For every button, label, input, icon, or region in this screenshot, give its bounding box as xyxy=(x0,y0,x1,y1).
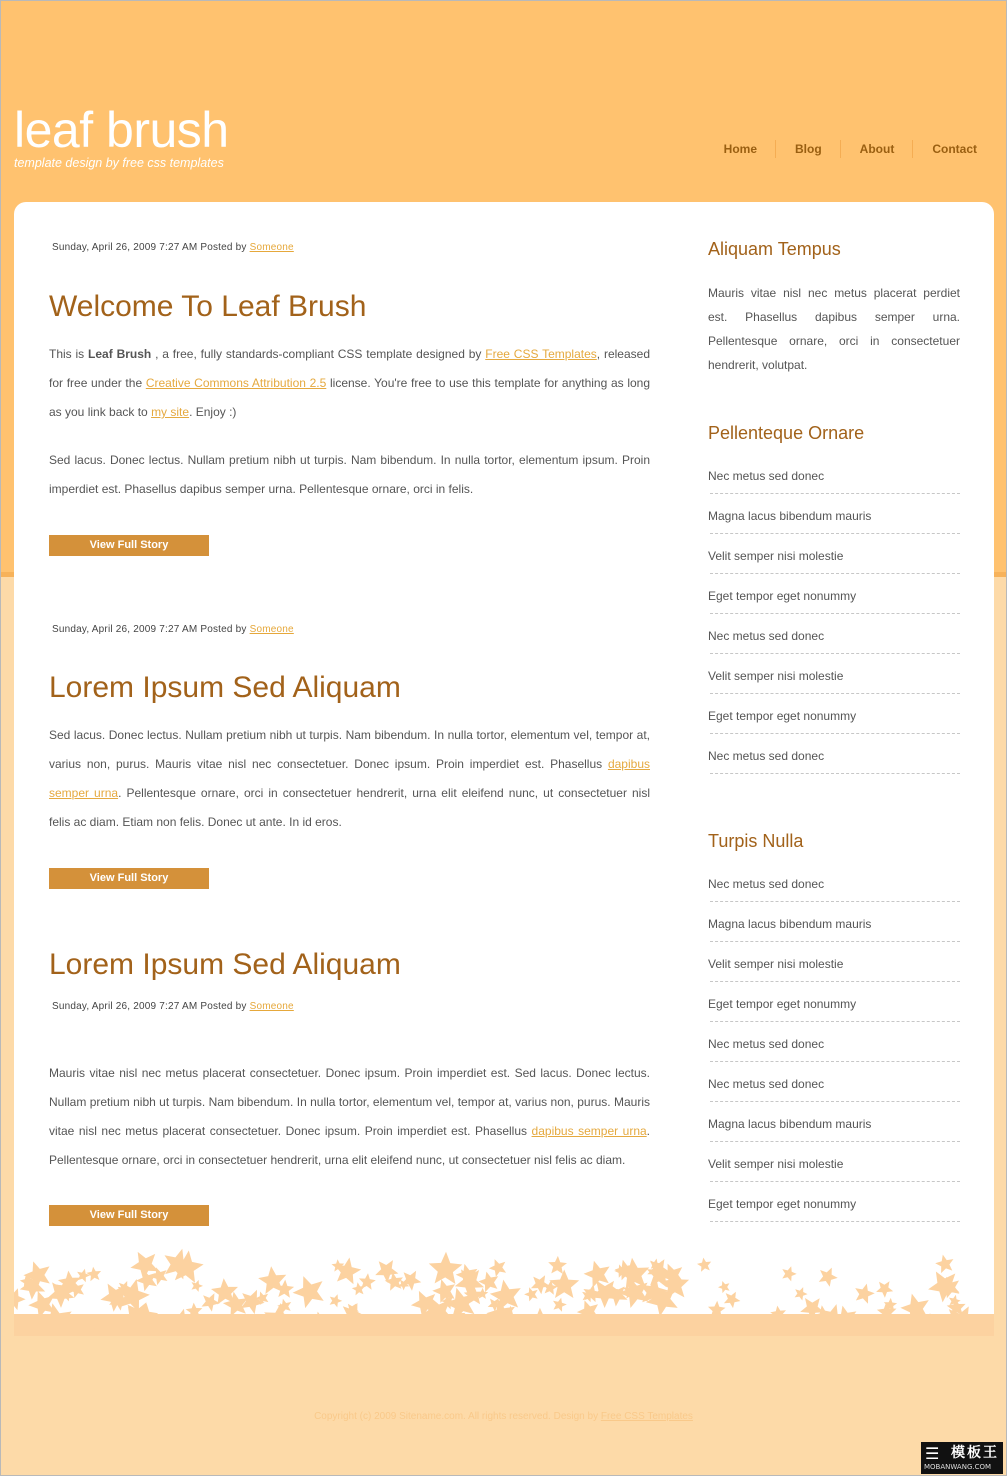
view-full-story-button[interactable]: View Full Story xyxy=(49,868,209,889)
sidebar-list xyxy=(708,862,960,1222)
sidebar-link[interactable]: Nec metus sed donec xyxy=(708,1077,825,1091)
nav-about[interactable]: About xyxy=(840,140,913,158)
post-paragraph: Sed lacus. Donec lectus. Nullam pretium nibh ut turpis. Nam bibendum. In nulla tortor, elementum ipsum. Proin imperdiet est. Phasellus dapibus semper urna. Pellentesque ornare, orci in felis. xyxy=(49,453,650,496)
sidebar-link[interactable]: Velit semper nisi molestie xyxy=(708,669,844,683)
list-item xyxy=(710,454,960,494)
sidebar-link[interactable]: Eget tempor eget nonummy xyxy=(708,589,857,603)
sidebar-link[interactable]: Nec metus sed donec xyxy=(708,629,825,643)
creative-commons-link[interactable]: Creative Commons Attribution 2.5 xyxy=(145,376,327,390)
post-paragraph xyxy=(49,1059,650,1175)
logo-title: leaf brush xyxy=(14,102,229,158)
post-meta xyxy=(52,624,650,636)
text: . Pellentesque ornare, orci in consectetuer hendrerit, urna elit eleifend nunc, ut consectetuer nisl felis ac diam. xyxy=(49,1124,651,1167)
sidebar-link[interactable]: Nec metus sed donec xyxy=(708,469,825,483)
sidebar-link[interactable]: Magna lacus bibendum mauris xyxy=(708,509,872,523)
free-css-templates-link[interactable]: Free CSS Templates xyxy=(485,347,597,361)
text: license. You're free to use this template for anything as long as you link back to xyxy=(49,376,651,419)
watermark-badge xyxy=(921,1442,1003,1474)
view-full-story-button[interactable]: View Full Story xyxy=(49,535,209,556)
watermark-url: MOBANWANG.COM xyxy=(924,1463,992,1471)
view-full-story-button[interactable]: View Full Story xyxy=(49,1205,209,1226)
list-item xyxy=(710,902,960,942)
post-date: Sunday, April 26, 2009 7:27 AM Posted by xyxy=(52,1001,250,1012)
text: , released for free under the xyxy=(49,347,650,390)
logo-subtitle: template design by free css templates xyxy=(14,156,224,170)
post-meta xyxy=(52,242,650,254)
text: , a free, fully standards-compliant CSS template designed by xyxy=(151,347,486,361)
nav-home[interactable]: Home xyxy=(723,142,757,156)
watermark-text: 模板王 xyxy=(951,1445,999,1461)
site-logo[interactable] xyxy=(14,104,229,170)
sidebar-link[interactable]: Velit semper nisi molestie xyxy=(708,1157,844,1171)
footer xyxy=(0,1410,1007,1424)
post-author-link[interactable]: Someone xyxy=(249,242,294,253)
text: Mauris vitae nisl nec metus placerat consectetuer. Donec ipsum. Proin imperdiet est. Sed lacus. Donec lectus. Nullam pretium nibh ut turpis. Nam bibendum. In nulla tortor, elementum vel, tempor at, varius non, purus. Mauris vitae nisl nec metus placerat consectetuer. Donec ipsum. Proin imperdiet est. Phasellus xyxy=(49,1066,650,1138)
sidebar-text: Mauris vitae nisl nec metus placerat perdiet est. Phasellus dapibus semper urna. Pellentesque ornare, orci in consectetuer hendrerit, volutpat. xyxy=(708,286,960,372)
list-item xyxy=(710,1022,960,1062)
post-date: Sunday, April 26, 2009 7:27 AM Posted by xyxy=(52,624,250,635)
text: . Pellentesque ornare, orci in consectetuer hendrerit, urna elit eleifend nunc, ut consectetuer nisl felis ac diam. Etiam non felis. Donec ut ante. In id eros. xyxy=(49,786,650,829)
post xyxy=(49,242,650,556)
post-paragraph xyxy=(49,340,650,427)
sidebar-link[interactable]: Eget tempor eget nonummy xyxy=(708,1197,857,1211)
list-item xyxy=(710,1102,960,1142)
bold-text: Leaf Brush xyxy=(88,347,152,361)
sidebar-pellenteque xyxy=(708,422,960,774)
list-item xyxy=(710,1182,960,1222)
list-item xyxy=(710,1142,960,1182)
text: This is xyxy=(49,347,89,361)
nav-contact[interactable]: Contact xyxy=(912,140,995,158)
main-nav xyxy=(705,140,995,158)
sidebar-title: Aliquam Tempus xyxy=(708,239,841,259)
post-author-link[interactable]: Someone xyxy=(249,1001,294,1012)
sidebar-title: Pellenteque Ornare xyxy=(708,423,865,443)
text: Sed lacus. Donec lectus. Nullam pretium nibh ut turpis. Nam bibendum. In nulla tortor, elementum vel, tempor at, varius non, purus. Mauris vitae nisl nec consectetuer. Donec ipsum. Proin imperdiet est. Phasellus xyxy=(49,728,650,771)
list-item xyxy=(710,982,960,1022)
list-item xyxy=(710,694,960,734)
post-author-link[interactable]: Someone xyxy=(249,624,294,635)
post xyxy=(49,948,650,1226)
sidebar-aliquam xyxy=(708,238,960,377)
post-title[interactable]: Lorem Ipsum Sed Aliquam xyxy=(49,948,401,981)
sidebar-link[interactable]: Eget tempor eget nonummy xyxy=(708,997,857,1011)
post-paragraph xyxy=(49,721,650,837)
sidebar-link[interactable]: Magna lacus bibendum mauris xyxy=(708,1117,872,1131)
sidebar-link[interactable]: Velit semper nisi molestie xyxy=(708,549,844,563)
my-site-link[interactable]: my site xyxy=(151,405,190,419)
sidebar-link[interactable]: Eget tempor eget nonummy xyxy=(708,709,857,723)
list-item xyxy=(710,614,960,654)
dapibus-link[interactable]: dapibus semper urna xyxy=(531,1124,647,1138)
post xyxy=(49,624,650,889)
dapibus-link[interactable]: dapibus semper urna xyxy=(49,757,650,800)
text: . Enjoy :) xyxy=(189,405,237,419)
list-item xyxy=(710,654,960,694)
list-item xyxy=(710,534,960,574)
leaves-decoration xyxy=(14,1244,994,1336)
sidebar-link[interactable]: Velit semper nisi molestie xyxy=(708,957,844,971)
footer-text: Copyright (c) 2009 Sitename.com. All rights reserved. Design by xyxy=(314,1411,601,1422)
nav-blog[interactable]: Blog xyxy=(775,140,840,158)
post-date: Sunday, April 26, 2009 7:27 AM Posted by xyxy=(52,242,250,253)
sidebar-link[interactable]: Nec metus sed donec xyxy=(708,877,825,891)
list-item xyxy=(710,942,960,982)
post-title[interactable]: Welcome To Leaf Brush xyxy=(49,290,367,323)
stack-icon: ☰ xyxy=(925,1444,940,1463)
sidebar-list xyxy=(708,454,960,774)
sidebar-link[interactable]: Nec metus sed donec xyxy=(708,1037,825,1051)
list-item xyxy=(710,862,960,902)
sidebar-turpis xyxy=(708,830,960,1222)
list-item xyxy=(710,734,960,774)
sidebar-link[interactable]: Magna lacus bibendum mauris xyxy=(708,917,872,931)
post-title[interactable]: Lorem Ipsum Sed Aliquam xyxy=(49,671,401,704)
post-meta xyxy=(52,1001,650,1013)
sidebar-title: Turpis Nulla xyxy=(708,831,804,851)
footer-link[interactable]: Free CSS Templates xyxy=(600,1411,693,1422)
list-item xyxy=(710,1062,960,1102)
list-item xyxy=(710,494,960,534)
list-item xyxy=(710,574,960,614)
sidebar-link[interactable]: Nec metus sed donec xyxy=(708,749,825,763)
